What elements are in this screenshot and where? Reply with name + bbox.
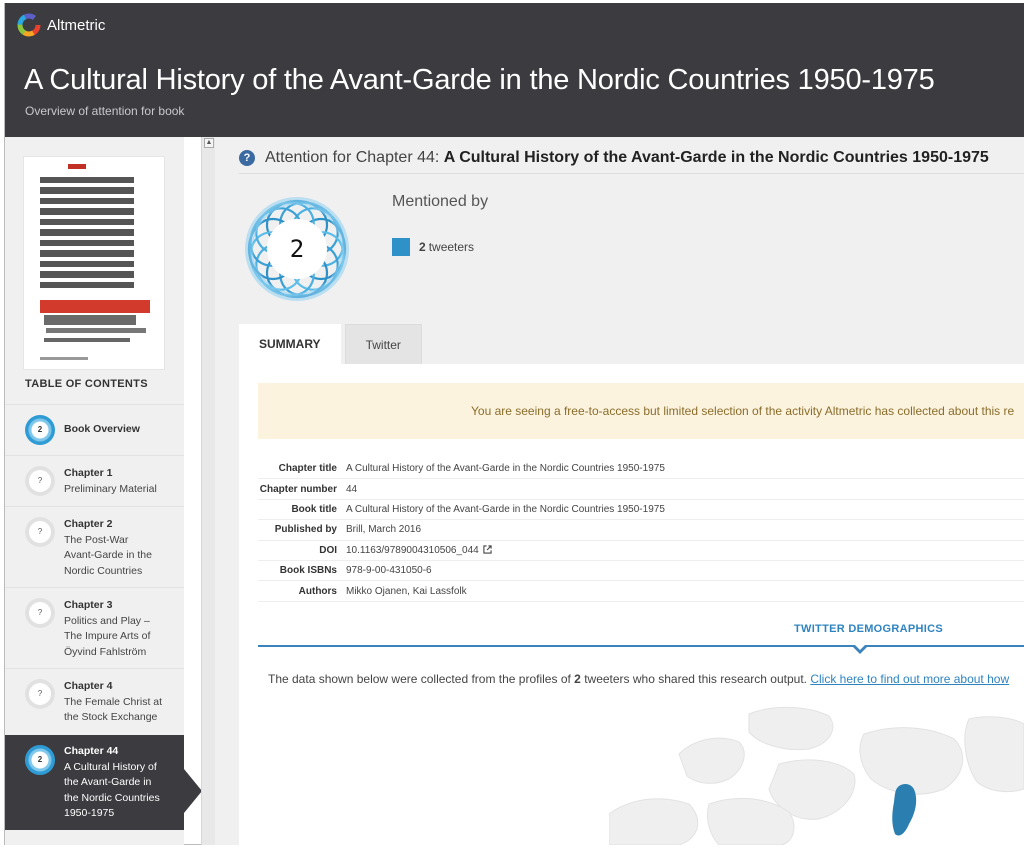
table-row	[258, 479, 1024, 499]
score-donut-icon: ?	[25, 598, 55, 628]
toc-label: Chapter 4 The Female Christ at the Stock Exchange	[64, 680, 163, 723]
table-row	[258, 581, 1024, 601]
toc-label: Chapter 44 A Cultural History of the Avant-Garde in the Nordic Countries 1950-1975	[64, 745, 160, 819]
external-link-icon[interactable]	[483, 545, 492, 554]
score-donut-icon: ?	[25, 517, 55, 547]
twitter-color-swatch-icon	[392, 238, 410, 256]
sidebar	[5, 137, 184, 845]
toc-label: Book Overview	[64, 423, 140, 435]
active-pointer-arrow	[184, 769, 202, 813]
score-donut-icon: ?	[25, 679, 55, 709]
find-out-more-link[interactable]: Click here to find out more about how	[810, 672, 1010, 686]
tab-summary[interactable]: SUMMARY	[239, 324, 341, 364]
metadata-value: A Cultural History of the Avant-Garde in the Nordic Countries 1950-1975	[346, 459, 1024, 479]
finland-highlight[interactable]	[892, 784, 916, 836]
demographics-pointer	[851, 645, 869, 654]
limited-access-notice: You are seeing a free-to-access but limited selection of the activity Altmetric has collected about this re	[258, 383, 1024, 439]
book-cover-art	[24, 157, 164, 369]
metadata-value: Mikko Ojanen, Kai Lassfolk	[346, 581, 1024, 601]
table-row	[258, 499, 1024, 519]
toc-item-chapter-4[interactable]	[5, 668, 184, 735]
table-row	[258, 520, 1024, 540]
altmetric-logo-icon	[17, 13, 41, 37]
world-map[interactable]	[609, 694, 1024, 845]
tab-twitter[interactable]: Twitter	[345, 324, 422, 364]
altmetric-score: 2	[289, 235, 305, 263]
table-row	[258, 560, 1024, 580]
toc-item-chapter-1[interactable]	[5, 455, 184, 506]
altmetric-score-badge[interactable]	[239, 191, 355, 307]
metadata-value: Brill, March 2016	[346, 520, 1024, 540]
metadata-table	[258, 459, 1024, 602]
tweeters-count: 2	[419, 240, 426, 254]
toc-item-book-overview[interactable]	[5, 404, 184, 455]
main-content	[215, 137, 1024, 845]
toc-item-chapter-2[interactable]	[5, 506, 184, 587]
score-donut-icon: 2	[25, 415, 55, 445]
table-row	[258, 540, 1024, 560]
attention-work-title: A Cultural History of the Avant-Garde in the Nordic Countries 1950-1975	[443, 149, 989, 166]
page-title: A Cultural History of the Avant-Garde in the Nordic Countries 1950-1975	[24, 64, 935, 96]
brand-name: Altmetric	[47, 16, 106, 34]
metadata-value: 978-9-00-431050-6	[346, 560, 1024, 580]
metadata-key: Book ISBNs	[258, 560, 346, 580]
doi-link[interactable]: 10.1163/9789004310506_044	[346, 544, 479, 556]
attention-prefix: Attention for Chapter 44:	[265, 149, 440, 166]
demographics-count: 2	[574, 672, 581, 686]
metadata-key: DOI	[258, 540, 346, 560]
divider	[239, 173, 1024, 174]
metadata-key: Published by	[258, 520, 346, 540]
attention-title	[239, 149, 989, 167]
mentioned-by-heading: Mentioned by	[392, 193, 489, 210]
demographics-divider	[258, 645, 1024, 647]
book-cover-image[interactable]	[24, 157, 164, 369]
score-donut-icon: 2	[25, 745, 55, 775]
demographics-description: The data shown below were collected from the profiles of 2 tweeters who shared this research output. Click here to find out more about how	[268, 672, 1010, 686]
metadata-value: A Cultural History of the Avant-Garde in the Nordic Countries 1950-1975	[346, 499, 1024, 519]
metadata-key: Authors	[258, 581, 346, 601]
tab-bar	[239, 324, 426, 364]
toc-label: Chapter 2 The Post-War Avant-Garde in the Nordic Countries	[64, 518, 152, 577]
metadata-key: Chapter title	[258, 459, 346, 479]
twitter-demographics-heading: TWITTER DEMOGRAPHICS	[794, 623, 943, 635]
question-circle-icon[interactable]: ?	[239, 150, 255, 166]
score-donut-icon: ?	[25, 466, 55, 496]
metadata-value: 44	[346, 479, 1024, 499]
doi-cell	[346, 540, 1024, 560]
summary-panel	[239, 364, 1024, 845]
metadata-key: Book title	[258, 499, 346, 519]
page-subtitle: Overview of attention for book	[25, 104, 185, 118]
scrollbar[interactable]	[201, 137, 216, 845]
toc-heading: TABLE OF CONTENTS	[25, 378, 148, 390]
table-row	[258, 459, 1024, 479]
toc-label: Chapter 1 Preliminary Material	[64, 467, 157, 495]
scroll-up-arrow-icon[interactable]: ▲	[205, 139, 213, 146]
toc-item-chapter-3[interactable]	[5, 587, 184, 668]
tweeters-mention[interactable]	[392, 238, 474, 256]
brand[interactable]	[17, 13, 105, 37]
metadata-key: Chapter number	[258, 479, 346, 499]
toc-label: Chapter 3 Politics and Play – The Impure Arts of Öyvind Fahlström	[64, 599, 151, 658]
header	[5, 3, 1024, 137]
toc-item-chapter-44[interactable]	[5, 735, 184, 830]
tweeters-label: tweeters	[428, 240, 475, 254]
